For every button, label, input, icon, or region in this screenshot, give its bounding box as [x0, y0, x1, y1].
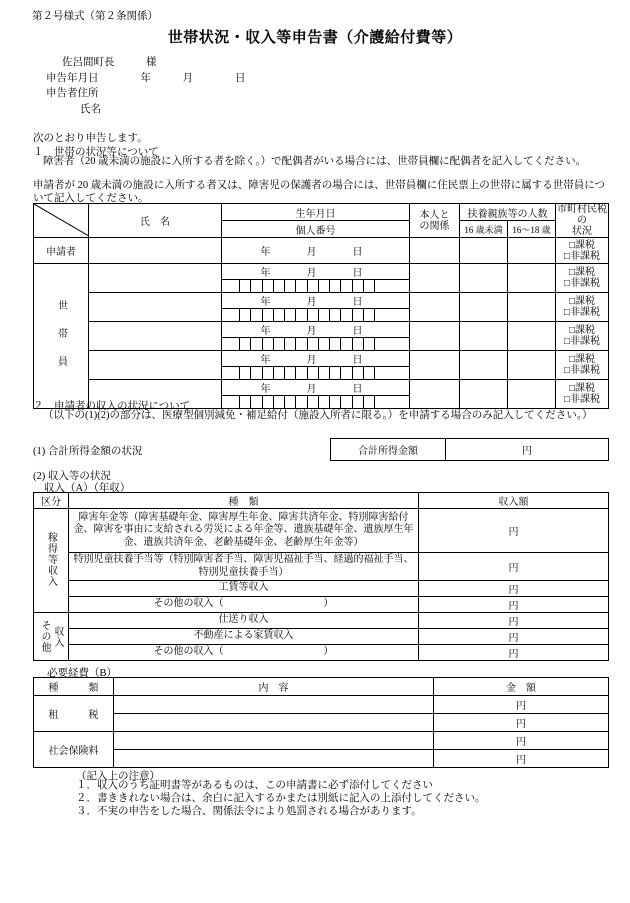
row-label-household-members: 世 帯 員: [34, 264, 89, 409]
page-title: 世帯状況・収入等申告書（介護給付費等）: [167, 30, 463, 46]
header-dependents: 扶養親族等の人数: [460, 204, 556, 221]
household-table: [33, 203, 609, 409]
member-relationship-input[interactable]: [410, 293, 460, 322]
income-type-label: 特別児童扶養手当等（特別障害者手当、障害児福祉手当、経過的福祉手当、特別児童扶養手当）: [69, 553, 419, 581]
income-row: [34, 629, 609, 645]
expense-row: [34, 696, 609, 714]
income-category-other: [34, 613, 69, 661]
expense-content-input[interactable]: [114, 750, 434, 768]
member-dependents-under16-input[interactable]: [460, 264, 508, 293]
household-member-row: [34, 380, 609, 396]
household-member-row: [34, 322, 609, 338]
expense-row: [34, 732, 609, 750]
income-header-row: [34, 493, 609, 509]
header-municipal-tax: 市町村民税の 状況: [557, 204, 607, 237]
member-tax-status[interactable]: [556, 264, 609, 293]
income-type-label: その他の収入（ ）: [69, 597, 419, 613]
row-label-applicant: 申請者: [34, 238, 89, 264]
section2-heading: ２ 申請者の収入の状況について: [33, 401, 191, 412]
expense-amount-input[interactable]: 円: [434, 714, 609, 732]
income-table: [33, 492, 609, 661]
member-relationship-input[interactable]: [410, 322, 460, 351]
applicant-tax-status[interactable]: [556, 238, 609, 264]
household-member-row: [34, 351, 609, 367]
income-row: [34, 597, 609, 613]
member-tax-status[interactable]: [556, 380, 609, 409]
expense-header-amount: 金 額: [434, 678, 609, 696]
applicant-row: [34, 238, 609, 264]
member-dependents-under16-input[interactable]: [460, 380, 508, 409]
member-birthdate-input[interactable]: 年 月 日: [222, 293, 410, 309]
income-header-amount: 収入額: [419, 493, 609, 509]
member-birthdate-input[interactable]: 年 月 日: [222, 264, 410, 280]
notes-list: [76, 779, 486, 818]
expense-content-input[interactable]: [114, 696, 434, 714]
header-dependents-under16: 16 歳未満: [460, 221, 508, 238]
member-relationship-input[interactable]: [410, 351, 460, 380]
tax-option-taxed[interactable]: □課税: [568, 383, 596, 394]
member-relationship-input[interactable]: [410, 380, 460, 409]
income-type-label: 仕送り収入: [69, 613, 419, 629]
expense-amount-input[interactable]: 円: [434, 750, 609, 768]
declarant-name-label: 氏名: [80, 103, 101, 115]
income-type-label: その他の収入（ ）: [69, 645, 419, 661]
intro-text: 次のとおり申告します。: [33, 133, 148, 144]
household-member-row: [34, 293, 609, 309]
expense-header-content: 内 容: [114, 678, 434, 696]
income-row: [34, 509, 609, 553]
member-personal-number-input[interactable]: [222, 280, 410, 293]
expenses-label: 必要経費（B）: [47, 668, 118, 679]
total-income-row: [331, 439, 609, 461]
income-amount-input[interactable]: 円: [419, 553, 609, 581]
note-item: ３．不実の申告をした場合、関係法令により処罰される場合があります。: [76, 806, 422, 817]
member-relationship-input[interactable]: [410, 264, 460, 293]
member-name-input[interactable]: [89, 351, 222, 380]
table-header-row: [34, 204, 609, 221]
expense-header-row: [34, 678, 609, 696]
income-amount-input[interactable]: 円: [419, 613, 609, 629]
member-dependents-under16-input[interactable]: [460, 322, 508, 351]
section1-paragraph-1: 障害者（20 歳未満の施設に入所する者を除く。）で配偶者がいる場合には、世帯員欄に配偶者を記入してください。: [43, 156, 587, 167]
income-category-earned: 稼得等収入: [34, 509, 69, 613]
note-item: ２．書ききれない場合は、余白に記入するかまたは別紙に記入の上添付してください。: [76, 793, 486, 804]
tax-option-exempt[interactable]: □非課税: [563, 278, 601, 289]
corner-diagonal-cell: [34, 204, 89, 238]
expense-row: [34, 714, 609, 732]
applicant-relationship-input[interactable]: [410, 238, 460, 264]
applicant-dependents-under16-input[interactable]: [460, 238, 508, 264]
header-birthdate: 生年月日: [222, 204, 410, 221]
applicant-birthdate-input[interactable]: 年 月 日: [222, 238, 410, 264]
member-dependents-16to18-input[interactable]: [508, 380, 556, 409]
category-label-part-a: その他: [39, 620, 50, 653]
income-header-type: 種 類: [69, 493, 419, 509]
member-tax-status[interactable]: [556, 293, 609, 322]
member-personal-number-input[interactable]: [222, 338, 410, 351]
diagonal-line-icon: [34, 204, 89, 236]
tax-option-taxed[interactable]: □課税: [568, 239, 596, 251]
income-amount-input[interactable]: 円: [419, 509, 609, 553]
recipient-block: [46, 55, 246, 117]
member-birthdate-input[interactable]: 年 月 日: [222, 351, 410, 367]
member-dependents-16to18-input[interactable]: [508, 264, 556, 293]
member-name-input[interactable]: [89, 322, 222, 351]
income-amount-input[interactable]: 円: [419, 629, 609, 645]
addressee-line: 佐呂間町長 様: [62, 57, 157, 68]
income-amount-input[interactable]: 円: [419, 581, 609, 597]
member-tax-status[interactable]: [556, 351, 609, 380]
declaration-date-line: 申告年月日 年 月 日: [46, 72, 246, 84]
header-dependents-16to18: 16〜18 歳: [508, 221, 556, 238]
note-item: １．収入のうち証明書等があるものは、この申請書に必ず添付してください: [76, 780, 433, 791]
tax-option-taxed[interactable]: □課税: [568, 354, 596, 365]
member-name-input[interactable]: [89, 293, 222, 322]
total-income-input[interactable]: 円: [446, 439, 609, 461]
expense-row: [34, 750, 609, 768]
applicant-name-input[interactable]: [89, 238, 222, 264]
member-personal-number-input[interactable]: [222, 367, 410, 380]
income-amount-input[interactable]: 円: [419, 597, 609, 613]
expense-content-input[interactable]: [114, 732, 434, 750]
tax-option-taxed[interactable]: □課税: [568, 267, 596, 278]
total-income-label: 合計所得金額: [331, 439, 446, 461]
subsection1-label: (1) 合計所得金額の状況: [33, 446, 143, 457]
income-row: [34, 613, 609, 629]
income-row: [34, 553, 609, 581]
expense-header-type: 種 類: [34, 678, 114, 696]
household-member-row: [34, 264, 609, 280]
expense-amount-input[interactable]: 円: [434, 732, 609, 750]
tax-option-exempt[interactable]: □非課税: [563, 394, 601, 405]
header-personal-number: 個人番号: [222, 221, 410, 238]
section2-paragraph: （以下の(1)(2)の部分は、医療型個別減免・補足給付（施設入所者に限る。）を申請する場合のみ記入してください。）: [43, 410, 593, 421]
tax-option-exempt[interactable]: □非課税: [563, 365, 601, 376]
section1-paragraph-2: 申請者が 20 歳未満の施設に入所する者又は、障害児の保護者の場合には、世帯員欄に住民票上の世帯に属する世帯員について記入してください。: [33, 180, 606, 204]
income-header-category: 区分: [34, 493, 69, 509]
subsection2-sublabel: 収入（A）（年収）: [44, 483, 131, 494]
income-type-label: 工賃等収入: [69, 581, 419, 597]
member-dependents-16to18-input[interactable]: [508, 293, 556, 322]
member-dependents-under16-input[interactable]: [460, 351, 508, 380]
tax-option-exempt[interactable]: □非課税: [563, 307, 601, 318]
applicant-dependents-16to18-input[interactable]: [508, 238, 556, 264]
income-amount-input[interactable]: 円: [419, 645, 609, 661]
notes-heading: （記入上の注意）: [76, 771, 160, 782]
member-dependents-16to18-input[interactable]: [508, 322, 556, 351]
header-relationship: 本人と の関係: [410, 204, 460, 238]
member-personal-number-input[interactable]: [222, 396, 410, 409]
member-name-input[interactable]: [89, 264, 222, 293]
expense-amount-input[interactable]: 円: [434, 696, 609, 714]
expense-type-tax: 租 税: [34, 696, 114, 732]
member-birthdate-input[interactable]: 年 月 日: [222, 380, 410, 396]
income-type-label: 不動産による家賃収入: [69, 629, 419, 645]
header-name: 氏 名: [89, 204, 222, 238]
member-tax-status[interactable]: [556, 322, 609, 351]
income-type-label: 障害年金等（障害基礎年金、障害厚生年金、障害共済年金、特別障害給付金、障害を事由に支給される労災による年金等、遺族基礎年金、遺族厚生年金、遺族共済年金、老齢基礎年金、老齢厚生年金等）: [69, 509, 419, 553]
expense-type-social-insurance: 社会保険料: [34, 732, 114, 768]
expenses-table: [33, 677, 609, 768]
category-label-part-b: 収入: [52, 625, 63, 648]
tax-option-taxed[interactable]: □課税: [568, 325, 596, 336]
tax-option-exempt[interactable]: □非課税: [563, 250, 601, 262]
member-dependents-under16-input[interactable]: [460, 293, 508, 322]
income-row: [34, 581, 609, 597]
expense-content-input[interactable]: [114, 714, 434, 732]
section1-heading: １ 世帯の状況等について: [33, 147, 159, 158]
form-number: 第２号様式（第２条関係）: [32, 11, 158, 22]
income-row: [34, 645, 609, 661]
member-birthdate-input[interactable]: 年 月 日: [222, 322, 410, 338]
total-income-table: [330, 438, 609, 461]
subsection2-label: (2) 収入等の状況: [33, 471, 111, 482]
tax-option-taxed[interactable]: □課税: [568, 296, 596, 307]
tax-option-exempt[interactable]: □非課税: [563, 336, 601, 347]
member-dependents-16to18-input[interactable]: [508, 351, 556, 380]
member-personal-number-input[interactable]: [222, 309, 410, 322]
declarant-address-label: 申告者住所: [46, 88, 99, 99]
